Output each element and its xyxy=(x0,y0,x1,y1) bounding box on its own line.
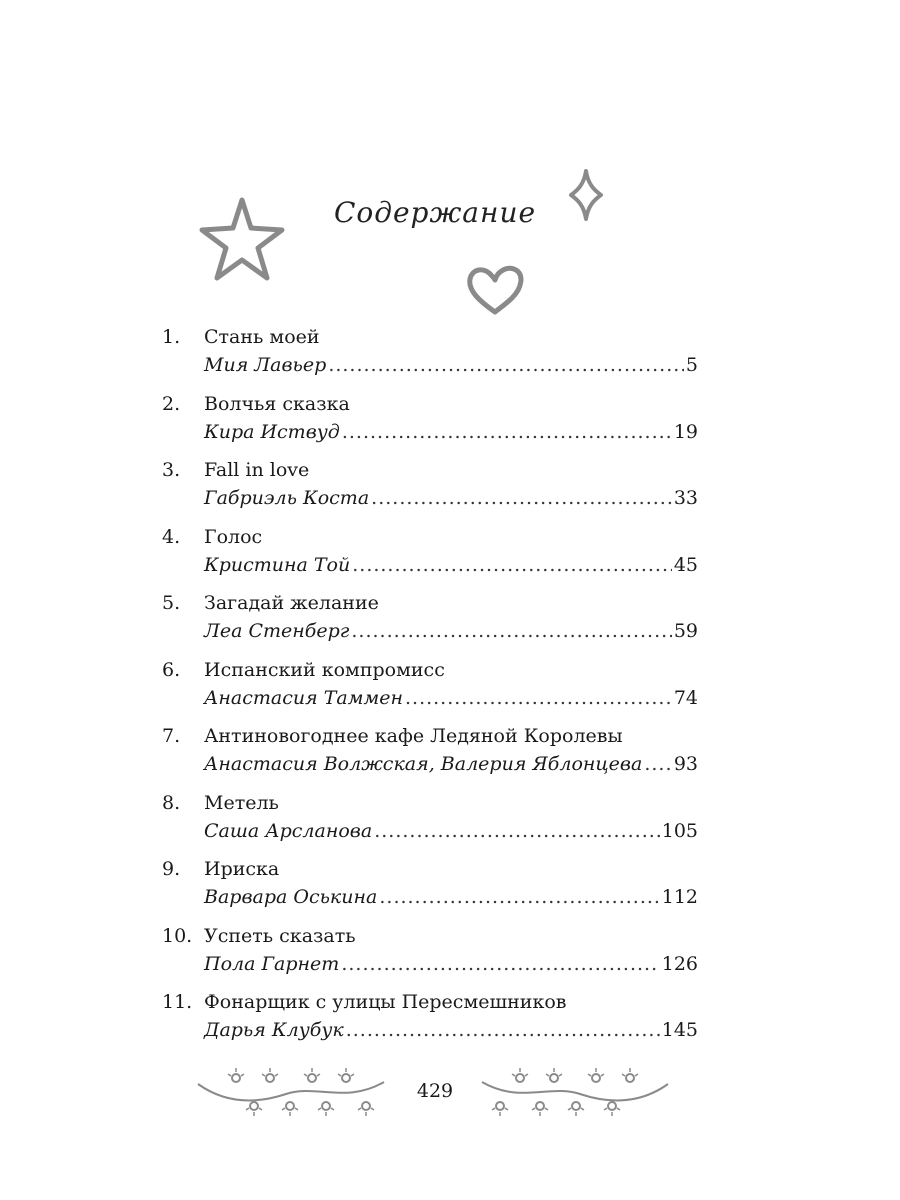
entry-title: Голос xyxy=(204,525,263,548)
entry-author-line xyxy=(204,687,698,709)
entry-author: Анастасия Таммен xyxy=(204,686,403,709)
entry-title: Загадай желание xyxy=(204,592,379,614)
entry-number: 8. xyxy=(162,791,181,814)
toc-entry-7[interactable] xyxy=(162,725,698,792)
entry-page: 126 xyxy=(661,952,698,975)
table-of-contents xyxy=(162,326,698,1058)
entry-title: Метель xyxy=(204,791,279,814)
toc-entry-2[interactable] xyxy=(162,393,698,460)
dot-leader xyxy=(346,1019,660,1041)
entry-title: Успеть сказать xyxy=(204,924,356,947)
entry-number: 3. xyxy=(162,459,181,481)
entry-page: 19 xyxy=(673,420,698,443)
entry-number: 1. xyxy=(162,326,181,348)
entry-title: Фонарщик с улицы Пересмешников xyxy=(204,991,567,1013)
entry-author: Анастасия Волжская, Валерия Яблонцева xyxy=(204,753,643,775)
entry-author-line xyxy=(204,354,698,376)
entry-title: Стань моей xyxy=(204,326,320,348)
dot-leader xyxy=(328,354,684,376)
toc-entry-11[interactable] xyxy=(162,991,698,1058)
entry-author: Габриэль Коста xyxy=(204,487,370,509)
toc-entry-10[interactable] xyxy=(162,925,698,992)
heart-icon xyxy=(464,262,526,318)
dot-leader xyxy=(379,886,659,908)
page-number: 429 xyxy=(416,1080,454,1102)
entry-author-line xyxy=(204,753,698,775)
dot-leader xyxy=(341,953,659,975)
entry-author: Леа Стенберг xyxy=(204,620,350,642)
toc-entry-1[interactable] xyxy=(162,326,698,393)
entry-title: Антиновогоднее кафе Ледяной Королевы xyxy=(204,725,623,747)
entry-author: Варвара Оськина xyxy=(204,886,378,908)
entry-number: 10. xyxy=(162,924,193,947)
entry-author: Дарья Клубук xyxy=(204,1019,344,1041)
entry-title: Волчья сказка xyxy=(204,392,350,415)
entry-author-line xyxy=(204,620,698,642)
entry-page: 33 xyxy=(673,487,698,509)
entry-author: Пола Гарнет xyxy=(204,952,340,975)
dot-leader xyxy=(351,620,671,642)
entry-title: Ириска xyxy=(204,858,280,880)
entry-title: Испанский компромисс xyxy=(204,658,445,681)
entry-page: 59 xyxy=(673,620,698,642)
dot-leader xyxy=(644,753,671,775)
dot-leader xyxy=(352,554,672,576)
entry-number: 11. xyxy=(162,991,193,1013)
toc-entry-5[interactable] xyxy=(162,592,698,659)
entry-number: 4. xyxy=(162,525,181,548)
entry-number: 9. xyxy=(162,858,181,880)
page-title: Содержание xyxy=(333,196,537,229)
entry-author: Кира Иствуд xyxy=(204,420,340,443)
entry-author: Саша Арсланова xyxy=(204,819,373,842)
dot-leader xyxy=(374,820,660,842)
entry-number: 5. xyxy=(162,592,181,614)
dot-leader xyxy=(405,687,672,709)
garland-icon xyxy=(480,1064,670,1120)
entry-page: 93 xyxy=(673,753,698,775)
entry-author-line xyxy=(204,1019,698,1041)
entry-author: Кристина Той xyxy=(204,553,351,576)
entry-page: 45 xyxy=(673,553,698,576)
entry-author-line xyxy=(204,554,698,576)
dot-leader xyxy=(371,487,672,509)
toc-entry-9[interactable] xyxy=(162,858,698,925)
entry-author-line xyxy=(204,487,698,509)
entry-page: 105 xyxy=(661,819,698,842)
toc-entry-4[interactable] xyxy=(162,526,698,593)
entry-page: 145 xyxy=(661,1019,698,1041)
entry-page: 5 xyxy=(685,354,698,376)
entry-author: Мия Лавьер xyxy=(204,354,327,376)
entry-author-line xyxy=(204,421,698,443)
toc-entry-3[interactable] xyxy=(162,459,698,526)
entry-title: Fall in love xyxy=(204,459,310,481)
entry-number: 6. xyxy=(162,658,181,681)
entry-page: 112 xyxy=(661,886,698,908)
dot-leader xyxy=(342,421,672,443)
entry-author-line xyxy=(204,953,698,975)
entry-page: 74 xyxy=(673,686,698,709)
entry-number: 7. xyxy=(162,725,181,747)
toc-entry-6[interactable] xyxy=(162,659,698,726)
entry-author-line xyxy=(204,820,698,842)
entry-author-line xyxy=(204,886,698,908)
toc-entry-8[interactable] xyxy=(162,792,698,859)
entry-number: 2. xyxy=(162,392,181,415)
